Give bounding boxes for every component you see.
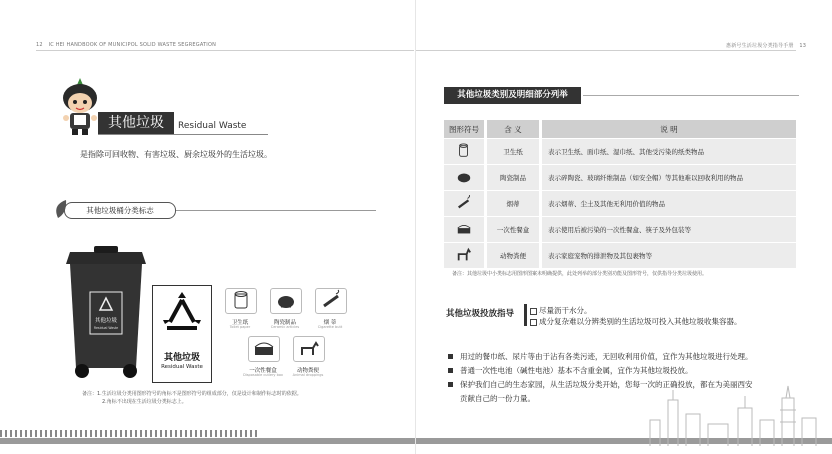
checkbox-icon	[530, 319, 537, 326]
table-cell-desc: 表示使用后被污染的一次性餐盒、筷子及外包装等	[542, 216, 796, 242]
recycle-arrows-icon	[153, 290, 211, 350]
residual-waste-label	[152, 285, 212, 383]
subsection-heading: 其他垃圾桶分类标志	[64, 202, 176, 219]
right-header-text: 惠新号生活垃圾分类指导手册	[726, 43, 794, 49]
table-cell-type: 动物粪便	[487, 242, 542, 268]
city-skyline-illustration	[648, 380, 818, 446]
table-header-row	[444, 120, 796, 138]
left-header	[36, 42, 216, 48]
guide-item	[530, 316, 742, 327]
table-row	[444, 242, 796, 268]
tip-item: 贡献自己的一份力量。	[460, 394, 535, 403]
table-row	[444, 190, 796, 216]
left-page-number: 12	[36, 42, 43, 48]
table-cell-desc: 表示家庭宠物的排泄物及其包裹物等	[542, 242, 796, 268]
guide-item-text: 成分复杂难以分辨类别的生活垃圾可投入其他垃圾收集容器。	[539, 317, 742, 326]
cigarette-icon	[455, 195, 473, 211]
lunchbox-icon	[455, 221, 473, 237]
mascot-icon	[58, 76, 102, 136]
dog-icon	[455, 247, 473, 263]
bin-small-en: Residual Waste	[93, 326, 119, 330]
right-header	[726, 42, 806, 49]
table-cell-type: 陶瓷制品	[487, 164, 542, 190]
toilet-paper-icon	[225, 288, 257, 314]
sub-icon-caption-en-1: Toilet paper	[229, 325, 251, 329]
ceramic-icon	[455, 169, 473, 185]
sub-icon-caption-4: 一次性餐盒	[249, 368, 277, 374]
right-page-number: 13	[799, 43, 807, 49]
sub-icon-caption-en-4: Disposable cutlery box	[243, 373, 283, 377]
tip-item: 用过的餐巾纸、尿片等由于沾有各类污迹，无回收利用价值，宜作为其他垃圾进行处理。	[448, 350, 788, 364]
sub-icon-caption-en-2: Ceramic articles	[270, 325, 300, 329]
table-row	[444, 138, 796, 164]
table-cell-desc: 表示卫生纸、面巾纸、湿巾纸、其他受污染的纸类物品	[542, 138, 796, 164]
left-header-text: IC HEI HANDBOOK OF MUNICIPOL SOLID WASTE SEGREGATION	[48, 42, 217, 48]
disposal-guide-title: 其他垃圾投放指导	[446, 309, 515, 319]
left-footnote	[82, 390, 302, 406]
bullet-icon	[448, 354, 453, 359]
sub-icon-caption-en-5: Animal droppings	[292, 373, 324, 377]
label-title: 其他垃圾	[163, 353, 200, 363]
table-row	[444, 216, 796, 242]
bin-small-cn: 其他垃圾	[94, 318, 118, 324]
table-cell-desc: 表示烟蒂、尘土及其他无利用价值的物品	[542, 190, 796, 216]
guide-item-text: 尽量沥干水分。	[539, 306, 592, 315]
dog-icon	[293, 336, 325, 362]
guide-item	[530, 305, 592, 316]
table-title: 其他垃圾类别及明细部分列举	[444, 87, 581, 104]
ceramic-icon	[270, 288, 302, 314]
table-cell-type: 烟蒂	[487, 190, 542, 216]
title-underline	[98, 134, 268, 135]
table-header-type: 含 义	[487, 120, 542, 138]
left-footnote-line-1: 备注：1.生活垃圾分类用图形符号的角标不是图形符号的组成部分，仅是设计和制作标志时的依据。	[82, 391, 302, 397]
sub-icon-caption-en-3: Cigarette butt	[317, 325, 343, 329]
label-subtitle: Residual Waste	[161, 364, 203, 370]
tip-item: 普通一次性电池（碱性电池）基本不含重金属，宜作为其他垃圾投放。	[448, 364, 788, 378]
bullet-icon	[448, 382, 453, 387]
subsection-rule	[176, 210, 376, 211]
toilet-paper-icon	[455, 143, 473, 159]
bullet-icon	[448, 368, 453, 373]
sub-icon-caption-1: 卫生纸	[231, 320, 249, 326]
table-header-desc: 说 明	[542, 120, 796, 138]
sub-icon-caption-5: 动物粪便	[296, 368, 319, 374]
tip-item: 保护我们自己的生态家园，从生活垃圾分类开始，您每一次的正确投放，都在为美丽西安	[448, 378, 788, 392]
section-title: 其他垃圾	[98, 112, 174, 134]
section-title-en: Residual Waste	[178, 121, 247, 131]
intro-text: 是指除可回收物、有害垃圾、厨余垃圾外的生活垃圾。	[80, 150, 272, 159]
cigarette-icon	[315, 288, 347, 314]
footer-stripe	[0, 430, 260, 437]
table-header-icon: 图形符号	[444, 120, 487, 138]
table-footnote: 备注：其他垃圾中小类标志用图形图案未明确提供，此处列举的部分类别功能及图形符号，仅供指导分类垃圾使用。	[452, 271, 708, 277]
sub-icon-caption-3: 烟 蒂	[323, 320, 337, 326]
category-table	[444, 120, 796, 268]
left-footnote-line-2: 2.角标不出现在生活垃圾分类标志上。	[102, 399, 187, 405]
right-header-rule	[416, 50, 796, 51]
table-cell-type: 一次性餐盒	[487, 216, 542, 242]
sub-icon-caption-2: 陶瓷制品	[273, 320, 296, 326]
footer-bar-left	[0, 438, 415, 444]
checkbox-icon	[530, 308, 537, 315]
lunchbox-icon	[248, 336, 280, 362]
table-cell-type: 卫生纸	[487, 138, 542, 164]
guide-divider	[524, 304, 527, 326]
trash-bin-illustration	[64, 242, 148, 379]
table-row	[444, 164, 796, 190]
table-cell-desc: 表示碎陶瓷、玻璃纤维制品（如安全帽）等其他难以回收利用的物品	[542, 164, 796, 190]
left-header-rule	[36, 50, 414, 51]
table-title-rule	[583, 95, 799, 96]
